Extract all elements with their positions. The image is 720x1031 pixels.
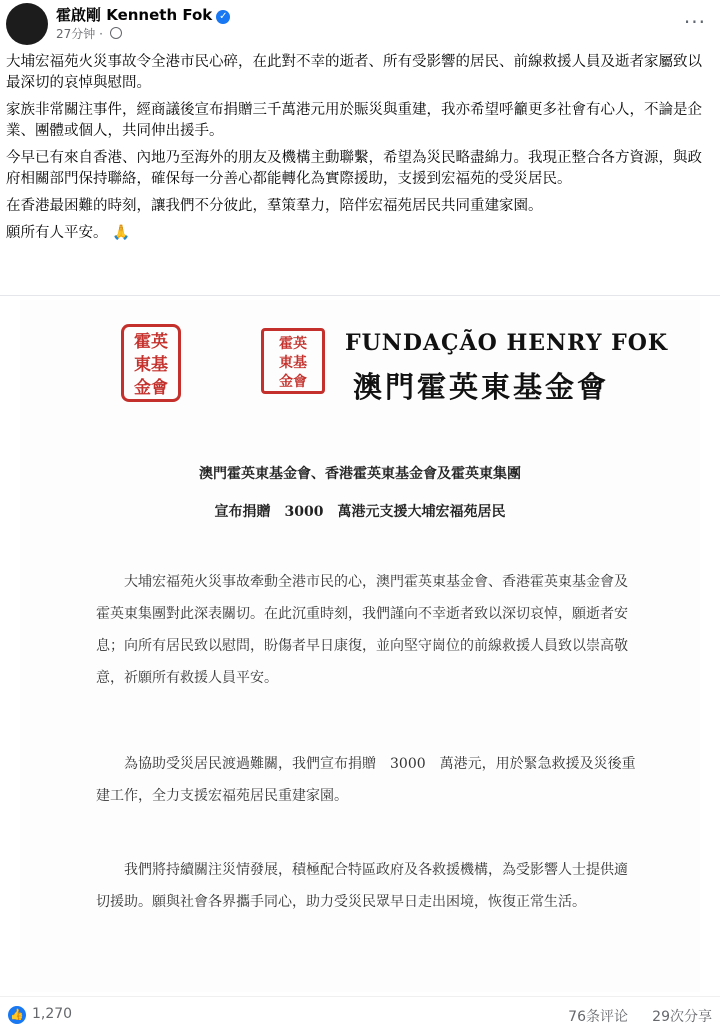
post-meta: 27分钟 · [56,25,122,42]
org-name-en: FUNDAÇÃO HENRY FOK [345,330,669,356]
author-name[interactable]: 霍啟剛 Kenneth Fok [56,6,213,24]
share-count[interactable]: 29次分享 [652,1009,712,1025]
post-footer [0,996,720,1031]
document-paragraph: 為協助受災居民渡過難關，我們宣布捐贈 3000 萬港元，用於緊急救援及災後重建工作，全力支援宏福苑居民重建家園。 [96,756,636,804]
post-paragraph: 今早已有來自香港、內地乃至海外的朋友及機構主動聯繫，希望為災民略盡綿力。我現正整合各方資源，與政府相關部門保持聯絡，確保每一分善心都能轉化為實際援助，支援到宏福苑的受災居民。 [6,150,702,187]
org-name-zh: 澳門霍英東基金會 [353,370,610,404]
document-subtitle: 宣布捐贈 3000 萬港元支援大埔宏福苑居民 [214,504,506,520]
post-paragraph: 家族非常關注事件，經商議後宣布捐贈三千萬港元用於賑災與重建，我亦希望呼籲更多社會有心人，不論是企業、團體或個人，共同伸出援手。 [6,102,702,139]
post-paragraph: 願所有人平安。 [6,225,108,241]
comment-count[interactable]: 76条评论 [568,1009,628,1025]
seal-right-icon: 霍英 東基 金會 [261,328,325,394]
document-paragraph: 我們將持續關注災情發展，積極配合特區政府及各救援機構，為受影響人士提供適切援助。願與社會各界攜手同心，助力受災民眾早日走出困境，恢復正常生活。 [96,862,628,910]
document-paragraph: 大埔宏福苑火災事故牽動全港市民的心，澳門霍英東基金會、香港霍英東基金會及霍英東集團對此深表關切。在此沉重時刻，我們謹向不幸逝者致以深切哀悼，願逝者安息；向所有居民致以慰問，盼傷者早日康復，並向堅守崗位的前線救援人員致以崇高敬意，祈願所有救援人員平安。 [96,574,628,686]
post-text [6,52,710,250]
more-options-icon[interactable]: ··· [683,10,706,34]
like-reaction-icon[interactable]: 👍 [8,1006,26,1024]
post-paragraph: 大埔宏福苑火災事故令全港市民心碎，在此對不幸的逝者、所有受影響的居民、前線救援人員及逝者家屬致以最深切的哀悼與慰問。 [6,54,702,91]
divider [0,295,720,296]
document-title: 澳門霍英東基金會、香港霍英東基金會及霍英東集團 [199,466,521,482]
post-time[interactable]: 27分钟 [56,27,96,41]
seal-left-icon: 霍英 東基 金會 [121,324,181,402]
post-image-document[interactable] [20,300,700,992]
globe-icon [110,27,122,39]
post-author[interactable] [56,4,230,25]
post-header [0,0,720,48]
post-paragraph-last [6,223,710,244]
like-count[interactable]: 1,270 [32,1006,73,1022]
pray-emoji-icon: 🙏 [112,225,131,241]
post-paragraph: 在香港最困難的時刻，讓我們不分彼此，羣策羣力，陪伴宏福苑居民共同重建家園。 [6,198,543,214]
avatar[interactable] [6,3,48,45]
verified-badge-icon: ✓ [216,10,230,24]
